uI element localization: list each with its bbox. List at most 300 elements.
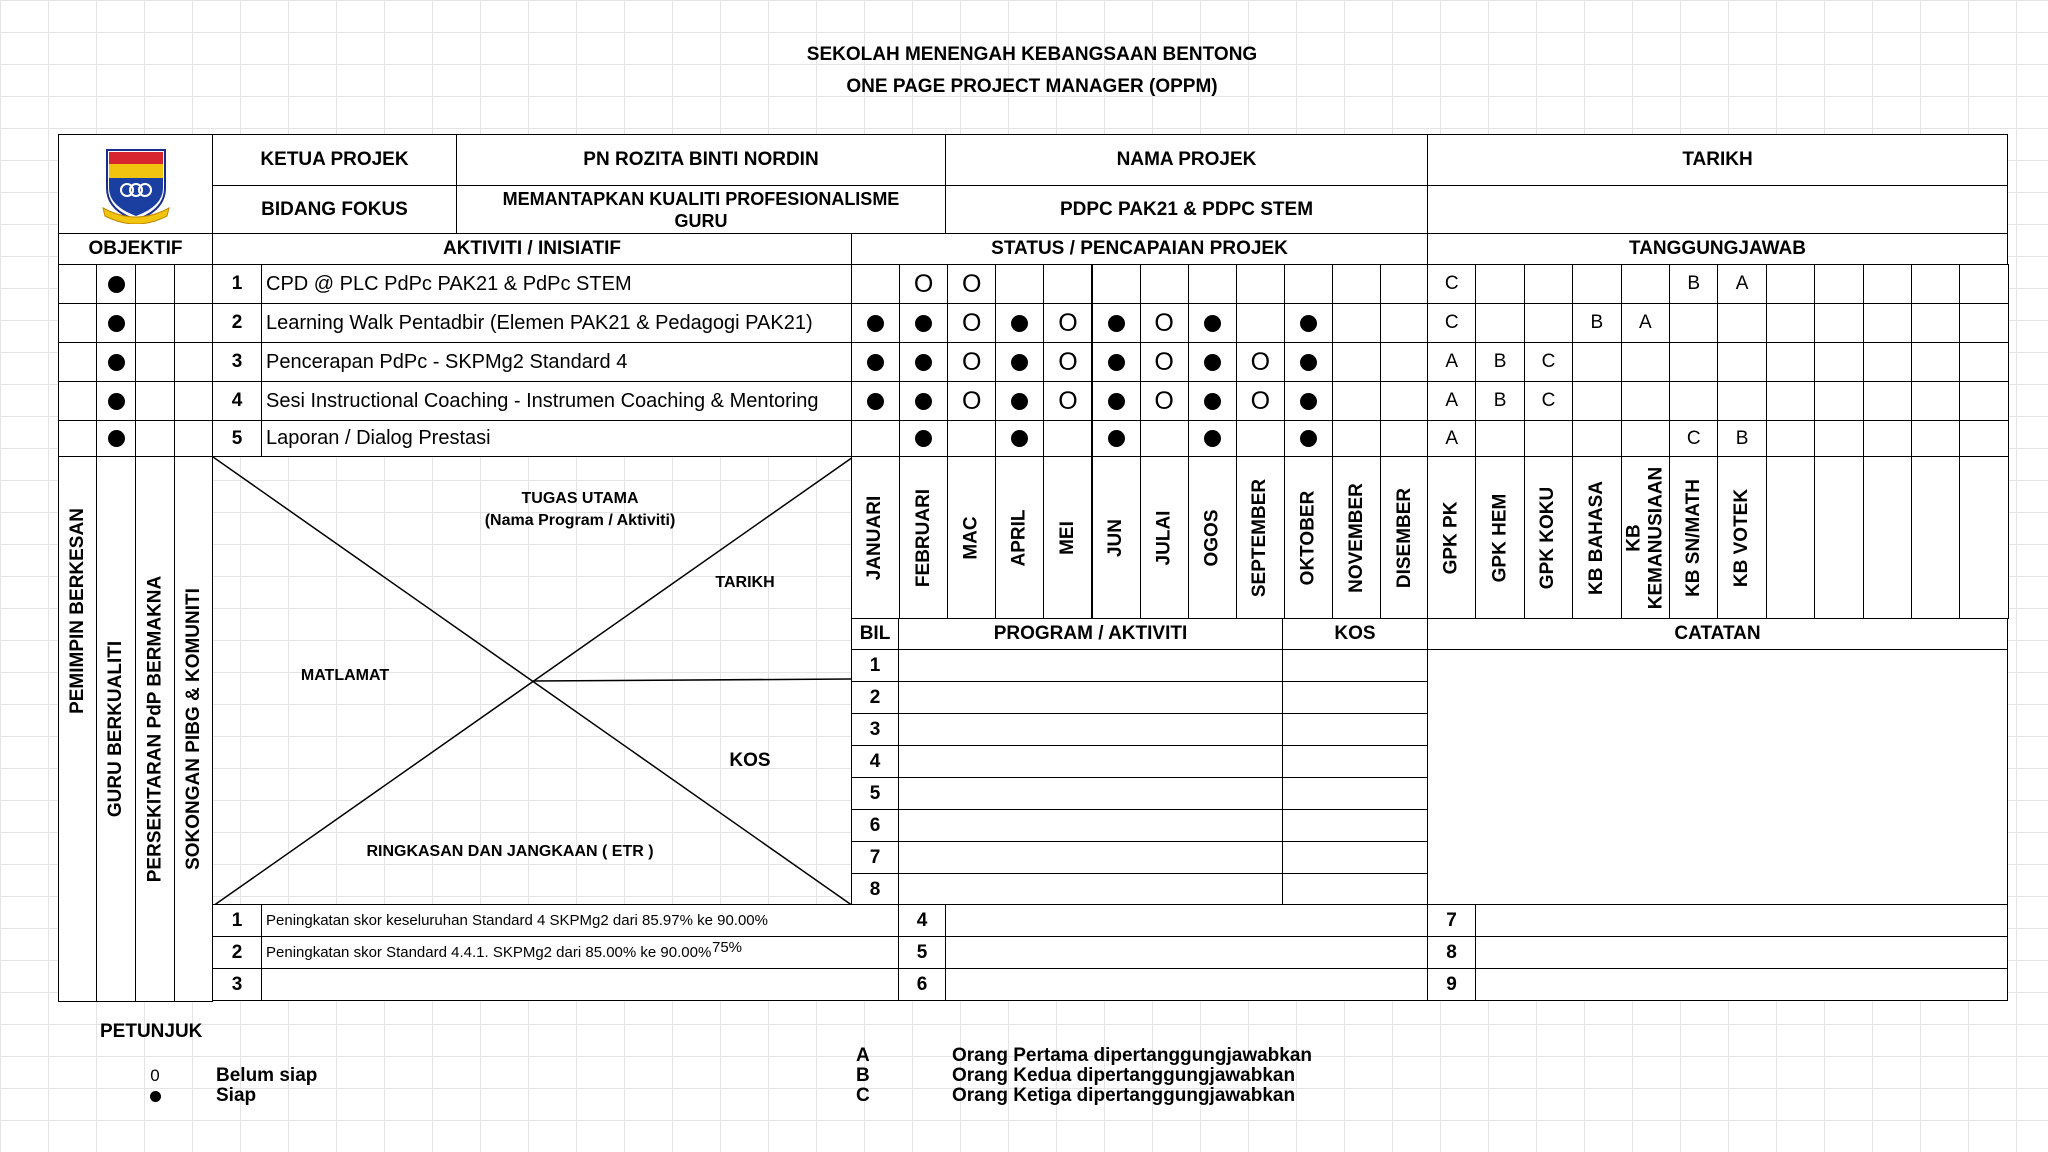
objective-cell-5-4[interactable] [174, 420, 213, 457]
status-cell-januari[interactable] [851, 342, 900, 382]
pending-ring-icon: O [1058, 308, 1078, 337]
pending-ring-icon: O [1250, 347, 1271, 376]
status-header: STATUS / PENCAPAIAN PROJEK [851, 233, 1428, 265]
responsible-cell-12[interactable] [1959, 303, 2008, 343]
status-cell-oktober[interactable] [1284, 342, 1333, 382]
program-bil: 5 [851, 777, 899, 810]
done-dot-icon [1204, 430, 1221, 447]
responsible-cell-4[interactable] [1572, 264, 1621, 304]
legend-role-code: B [856, 1066, 870, 1086]
responsible-cell-1[interactable]: A [1427, 420, 1476, 457]
status-cell-julai[interactable] [1140, 303, 1189, 343]
objective-label-text: GURU BERKUALITI [105, 640, 126, 818]
status-cell-september[interactable] [1236, 342, 1285, 382]
pending-ring-icon: O [962, 308, 982, 337]
status-cell-september[interactable] [1236, 420, 1285, 457]
responsible-label: KB SN/MATH [1682, 478, 1704, 597]
status-cell-november[interactable] [1332, 303, 1381, 343]
bidang-fokus-label: BIDANG FOKUS [212, 185, 457, 234]
responsible-header-7 [1717, 456, 1766, 619]
program-kos-cell[interactable] [1282, 841, 1428, 874]
program-bil: 8 [851, 873, 899, 906]
responsible-cell-9[interactable] [1814, 342, 1863, 382]
responsible-cell-6[interactable] [1669, 303, 1718, 343]
activity-number: 3 [212, 342, 262, 382]
month-label: NOVEMBER [1345, 482, 1367, 593]
status-cell-mac[interactable] [947, 420, 996, 457]
done-dot-icon [867, 393, 884, 410]
summary-right-number: 8 [1427, 936, 1476, 969]
summary-right-cell[interactable] [1475, 936, 2008, 969]
program-kos-cell[interactable] [1282, 777, 1428, 810]
responsible-cell-5[interactable]: A [1621, 303, 1670, 343]
month-label: MEI [1056, 520, 1078, 555]
activity-number: 1 [212, 264, 262, 304]
status-cell-ogos[interactable] [1188, 342, 1237, 382]
done-dot-icon [108, 430, 125, 447]
diagram-matlamat: MATLAMAT [300, 667, 390, 684]
month-julai [1140, 456, 1189, 619]
month-april [995, 456, 1044, 619]
document-title: ONE PAGE PROJECT MANAGER (OPPM) [846, 76, 1218, 97]
summary-mid-number: 5 [898, 936, 946, 969]
done-dot-icon [108, 393, 125, 410]
responsible-label: GPK HEM [1489, 493, 1511, 582]
done-dot-icon [915, 315, 932, 332]
pending-ring-icon: O [913, 269, 934, 298]
legend-role-label: Orang Ketiga dipertanggungjawabkan [952, 1086, 1296, 1106]
objective-cell-5-3[interactable] [135, 420, 175, 457]
responsible-cell-7[interactable] [1717, 303, 1766, 343]
status-cell-november[interactable] [1332, 342, 1381, 382]
legend-symbol: 0 [150, 1066, 160, 1085]
program-kos-cell[interactable] [1282, 681, 1428, 714]
summary-text[interactable] [261, 968, 899, 1001]
status-cell-jun[interactable] [1092, 264, 1141, 304]
status-cell-ogos[interactable] [1188, 420, 1237, 457]
done-dot-icon [108, 315, 125, 332]
objective-cell-3-3[interactable] [135, 342, 175, 382]
responsible-cell-9[interactable] [1814, 264, 1863, 304]
school-logo [58, 134, 213, 234]
status-cell-februari[interactable] [899, 381, 948, 421]
responsible-cell-8[interactable] [1766, 264, 1815, 304]
pending-ring-icon: O [1250, 386, 1271, 415]
objective-cell-3-2[interactable] [96, 342, 136, 382]
school-crest-icon [101, 144, 171, 224]
responsible-cell-12[interactable] [1959, 381, 2008, 421]
program-name-cell[interactable] [898, 809, 1283, 842]
legend-label: Belum siap [216, 1066, 318, 1086]
ketua-projek-value[interactable]: PN ROZITA BINTI NORDIN [456, 134, 946, 186]
responsible-header-2 [1475, 456, 1524, 619]
responsible-cell-8[interactable] [1766, 420, 1815, 457]
summary-right-number: 7 [1427, 904, 1476, 937]
responsible-cell-11[interactable] [1911, 420, 1960, 457]
summary-text[interactable]: Peningkatan skor Standard 4.4.1. SKPMg2 dari 85.00% ke 90.00% 75% [261, 936, 899, 969]
activity-name[interactable]: Pencerapan PdPc - SKPMg2 Standard 4 [261, 342, 852, 382]
objective-cell-2-4[interactable] [174, 303, 213, 343]
summary-mid-number: 4 [898, 904, 946, 937]
program-kos-cell[interactable] [1282, 873, 1428, 906]
responsible-cell-2[interactable] [1475, 420, 1524, 457]
done-dot-icon [1011, 393, 1028, 410]
responsible-header-3 [1524, 456, 1573, 619]
objective-cell-5-2[interactable] [96, 420, 136, 457]
tanggungjawab-header: TANGGUNGJAWAB [1427, 233, 2008, 265]
tarikh-label: TARIKH [1427, 134, 2008, 186]
responsible-cell-2[interactable] [1475, 264, 1524, 304]
program-name-cell[interactable] [898, 777, 1283, 810]
program-kos-cell[interactable] [1282, 649, 1428, 682]
catatan-area[interactable] [1427, 649, 2008, 905]
done-dot-icon [867, 354, 884, 371]
month-januari [851, 456, 900, 619]
summary-number: 3 [212, 968, 262, 1001]
responsible-cell-6[interactable] [1669, 381, 1718, 421]
month-label: JULAI [1153, 510, 1175, 565]
status-cell-jun[interactable] [1092, 381, 1141, 421]
responsible-cell-3[interactable] [1524, 420, 1573, 457]
responsible-cell-11[interactable] [1911, 381, 1960, 421]
legend-title: PETUNJUK [100, 1021, 203, 1042]
objective-cell-4-1[interactable] [58, 381, 97, 421]
objective-cell-4-2[interactable] [96, 381, 136, 421]
program-name-cell[interactable] [898, 745, 1283, 778]
nama-projek-label: NAMA PROJEK [945, 134, 1428, 186]
status-cell-mac[interactable] [947, 264, 996, 304]
status-cell-november[interactable] [1332, 420, 1381, 457]
activity-name[interactable]: Sesi Instructional Coaching - Instrumen Coaching & Mentoring [261, 381, 852, 421]
month-label: FEBRUARI [912, 488, 934, 587]
status-cell-disember[interactable] [1380, 264, 1429, 304]
responsible-cell-6[interactable]: C [1669, 420, 1718, 457]
responsible-cell-2[interactable] [1475, 303, 1524, 343]
responsible-cell-7[interactable]: A [1717, 264, 1766, 304]
responsible-cell-5[interactable] [1621, 420, 1670, 457]
responsible-cell-11[interactable] [1911, 342, 1960, 382]
month-label: JUN [1105, 518, 1127, 557]
status-cell-april[interactable] [995, 303, 1044, 343]
program-aktiviti-header: PROGRAM / AKTIVITI [898, 618, 1283, 650]
objective-cell-1-3[interactable] [135, 264, 175, 304]
status-cell-mac[interactable] [947, 303, 996, 343]
month-label: JANUARI [864, 495, 886, 580]
responsible-cell-4[interactable] [1572, 381, 1621, 421]
month-oktober [1284, 456, 1333, 619]
responsible-cell-10[interactable] [1863, 264, 1912, 304]
status-cell-februari[interactable] [899, 264, 948, 304]
nama-projek-value[interactable]: PDPC PAK21 & PDPC STEM [945, 185, 1428, 234]
status-cell-april[interactable] [995, 420, 1044, 457]
responsible-cell-10[interactable] [1863, 303, 1912, 343]
status-cell-september[interactable] [1236, 264, 1285, 304]
responsible-cell-12[interactable] [1959, 342, 2008, 382]
responsible-cell-7[interactable] [1717, 342, 1766, 382]
responsible-cell-2[interactable]: B [1475, 381, 1524, 421]
legend-role-code: C [856, 1086, 870, 1106]
responsible-cell-2[interactable]: B [1475, 342, 1524, 382]
status-cell-ogos[interactable] [1188, 303, 1237, 343]
responsible-cell-5[interactable] [1621, 264, 1670, 304]
done-dot-icon [1300, 430, 1317, 447]
objective-cell-1-2[interactable] [96, 264, 136, 304]
done-dot-icon [1108, 354, 1125, 371]
responsible-header-4 [1572, 456, 1621, 619]
program-name-cell[interactable] [898, 681, 1283, 714]
diagram-tugas-utama: TUGAS UTAMA [521, 490, 639, 507]
status-cell-april[interactable] [995, 264, 1044, 304]
status-cell-januari[interactable] [851, 303, 900, 343]
responsible-cell-9[interactable] [1814, 381, 1863, 421]
status-cell-mei[interactable] [1043, 303, 1092, 343]
program-bil: 6 [851, 809, 899, 842]
month-mac [947, 456, 996, 619]
status-cell-jun[interactable] [1092, 303, 1141, 343]
summary-mid-cell[interactable] [945, 936, 1428, 969]
responsible-cell-1[interactable]: A [1427, 342, 1476, 382]
month-label: DISEMBER [1393, 487, 1415, 588]
objective-label-text: SOKONGAN PIBG & KOMUNITI [182, 588, 204, 870]
program-bil: 7 [851, 841, 899, 874]
status-cell-september[interactable] [1236, 381, 1285, 421]
status-cell-jun[interactable] [1092, 420, 1141, 457]
activity-number: 4 [212, 381, 262, 421]
responsible-cell-12[interactable] [1959, 420, 2008, 457]
bidang-fokus-value[interactable]: MEMANTAPKAN KUALITI PROFESIONALISME GURU [456, 185, 946, 234]
responsible-cell-6[interactable]: B [1669, 264, 1718, 304]
program-kos-cell[interactable] [1282, 713, 1428, 746]
status-cell-oktober[interactable] [1284, 264, 1333, 304]
status-cell-november[interactable] [1332, 381, 1381, 421]
status-cell-februari[interactable] [899, 420, 948, 457]
program-bil: 4 [851, 745, 899, 778]
month-september [1236, 456, 1285, 619]
status-cell-mei[interactable] [1043, 342, 1092, 382]
tarikh-value[interactable] [1427, 185, 2008, 234]
program-kos-cell[interactable] [1282, 809, 1428, 842]
summary-text[interactable]: Peningkatan skor keseluruhan Standard 4 SKPMg2 dari 85.97% ke 90.00% [261, 904, 899, 937]
month-label: SEPTEMBER [1249, 478, 1271, 597]
status-cell-mac[interactable] [947, 381, 996, 421]
done-dot-icon [108, 276, 125, 293]
status-cell-julai[interactable] [1140, 381, 1189, 421]
summary-mid-cell[interactable] [945, 904, 1428, 937]
responsible-cell-11[interactable] [1911, 264, 1960, 304]
responsible-header-1 [1427, 456, 1476, 619]
legend-role-code: A [856, 1046, 870, 1066]
responsible-cell-10[interactable] [1863, 342, 1912, 382]
pending-ring-icon: O [962, 347, 982, 376]
objective-cell-2-2[interactable] [96, 303, 136, 343]
month-label: OGOS [1201, 508, 1223, 567]
responsible-label: GPK PK [1440, 501, 1462, 574]
program-bil: 1 [851, 649, 899, 682]
status-cell-disember[interactable] [1380, 381, 1429, 421]
status-cell-oktober[interactable] [1284, 303, 1333, 343]
responsible-header-11 [1911, 456, 1960, 619]
kos-header: KOS [1282, 618, 1428, 650]
responsible-cell-4[interactable] [1572, 420, 1621, 457]
status-cell-julai[interactable] [1140, 420, 1189, 457]
month-label: MAC [960, 515, 982, 560]
status-cell-disember[interactable] [1380, 303, 1429, 343]
objective-cell-5-1[interactable] [58, 420, 97, 457]
status-cell-september[interactable] [1236, 303, 1285, 343]
status-cell-november[interactable] [1332, 264, 1381, 304]
status-cell-januari[interactable] [851, 420, 900, 457]
status-cell-disember[interactable] [1380, 420, 1429, 457]
responsible-cell-12[interactable] [1959, 264, 2008, 304]
school-name: SEKOLAH MENENGAH KEBANGSAAN BENTONG [806, 44, 1258, 65]
responsible-cell-3[interactable] [1524, 303, 1573, 343]
done-dot-icon [108, 354, 125, 371]
status-cell-januari[interactable] [851, 264, 900, 304]
month-label: OKTOBER [1297, 490, 1319, 585]
status-cell-mei[interactable] [1043, 381, 1092, 421]
pending-ring-icon: O [1058, 386, 1078, 415]
diagram-kos: KOS [729, 750, 771, 771]
objective-cell-3-1[interactable] [58, 342, 97, 382]
status-cell-mac[interactable] [947, 342, 996, 382]
summary-right-cell[interactable] [1475, 904, 2008, 937]
status-cell-oktober[interactable] [1284, 420, 1333, 457]
responsible-cell-1[interactable]: C [1427, 303, 1476, 343]
month-label: APRIL [1008, 509, 1030, 566]
status-cell-ogos[interactable] [1188, 381, 1237, 421]
activity-name[interactable]: CPD @ PLC PdPc PAK21 & PdPc STEM [261, 264, 852, 304]
responsible-cell-4[interactable]: B [1572, 303, 1621, 343]
summary-right-cell[interactable] [1475, 968, 2008, 1001]
done-dot-icon [915, 354, 932, 371]
objective-cell-2-1[interactable] [58, 303, 97, 343]
done-dot-icon [1011, 354, 1028, 371]
responsible-cell-9[interactable] [1814, 303, 1863, 343]
program-name-cell[interactable] [898, 713, 1283, 746]
responsible-cell-3[interactable] [1524, 264, 1573, 304]
legend-role-label: Orang Pertama dipertanggungjawabkan [952, 1046, 1313, 1066]
objective-cell-4-3[interactable] [135, 381, 175, 421]
pending-ring-icon: O [1154, 386, 1174, 415]
status-cell-oktober[interactable] [1284, 381, 1333, 421]
pending-ring-icon: O [962, 386, 982, 415]
done-dot-icon [150, 1091, 161, 1102]
summary-right-number: 9 [1427, 968, 1476, 1001]
summary-overlay-text: 75% [712, 939, 743, 956]
responsible-header-8 [1766, 456, 1815, 619]
status-cell-ogos[interactable] [1188, 264, 1237, 304]
responsible-header-5 [1621, 456, 1670, 619]
responsible-cell-10[interactable] [1863, 381, 1912, 421]
done-dot-icon [1300, 354, 1317, 371]
done-dot-icon [1204, 393, 1221, 410]
status-cell-julai[interactable] [1140, 264, 1189, 304]
responsible-cell-1[interactable]: C [1427, 264, 1476, 304]
responsible-cell-10[interactable] [1863, 420, 1912, 457]
pending-ring-icon: O [962, 269, 982, 298]
done-dot-icon [1300, 315, 1317, 332]
program-name-cell[interactable] [898, 873, 1283, 906]
aktiviti-header: AKTIVITI / INISIATIF [212, 233, 852, 265]
responsible-cell-6[interactable] [1669, 342, 1718, 382]
responsible-cell-7[interactable] [1717, 381, 1766, 421]
month-jun [1092, 456, 1141, 619]
responsible-cell-8[interactable] [1766, 342, 1815, 382]
objektif-header: OBJEKTIF [58, 233, 213, 265]
status-cell-april[interactable] [995, 342, 1044, 382]
status-cell-januari[interactable] [851, 381, 900, 421]
program-bil: 2 [851, 681, 899, 714]
summary-number: 2 [212, 936, 262, 969]
status-cell-disember[interactable] [1380, 342, 1429, 382]
responsible-cell-5[interactable] [1621, 381, 1670, 421]
responsible-cell-9[interactable] [1814, 420, 1863, 457]
status-cell-februari[interactable] [899, 303, 948, 343]
legend-symbol [140, 1086, 170, 1106]
objective-cell-1-4[interactable] [174, 264, 213, 304]
status-cell-julai[interactable] [1140, 342, 1189, 382]
diagram-tugas-sub: (Nama Program / Aktiviti) [484, 512, 676, 529]
done-dot-icon [1011, 430, 1028, 447]
objective-cell-3-4[interactable] [174, 342, 213, 382]
activity-number: 2 [212, 303, 262, 343]
done-dot-icon [915, 430, 932, 447]
status-cell-februari[interactable] [899, 342, 948, 382]
diagram-ringkasan: RINGKASAN DAN JANGKAAN ( ETR ) [366, 843, 654, 860]
objective-label-text: PERSEKITARAN PdP BERMAKNA [144, 575, 165, 883]
program-name-cell[interactable] [898, 649, 1283, 682]
status-cell-mei[interactable] [1043, 264, 1092, 304]
done-dot-icon [1108, 315, 1125, 332]
status-cell-jun[interactable] [1092, 342, 1141, 382]
responsible-cell-1[interactable]: A [1427, 381, 1476, 421]
objective-cell-2-3[interactable] [135, 303, 175, 343]
objective-cell-4-4[interactable] [174, 381, 213, 421]
done-dot-icon [867, 315, 884, 332]
program-kos-cell[interactable] [1282, 745, 1428, 778]
responsible-cell-5[interactable] [1621, 342, 1670, 382]
responsible-cell-4[interactable] [1572, 342, 1621, 382]
responsible-cell-8[interactable] [1766, 381, 1815, 421]
ketua-projek-label: KETUA PROJEK [212, 134, 457, 186]
status-cell-mei[interactable] [1043, 420, 1092, 457]
responsible-cell-3[interactable]: C [1524, 381, 1573, 421]
done-dot-icon [1300, 393, 1317, 410]
objective-cell-1-1[interactable] [58, 264, 97, 304]
activity-name[interactable]: Learning Walk Pentadbir (Elemen PAK21 & Pedagogi PAK21) [261, 303, 852, 343]
responsible-cell-8[interactable] [1766, 303, 1815, 343]
activity-name[interactable]: Laporan / Dialog Prestasi [261, 420, 852, 457]
done-dot-icon [1108, 393, 1125, 410]
done-dot-icon [1204, 315, 1221, 332]
responsible-label: KB BAHASA [1585, 480, 1607, 595]
responsible-header-10 [1863, 456, 1912, 619]
responsible-label: GPK KOKU [1537, 486, 1559, 589]
pending-ring-icon: O [1154, 308, 1174, 337]
responsible-cell-7[interactable]: B [1717, 420, 1766, 457]
legend-label: Siap [216, 1086, 257, 1106]
program-name-cell[interactable] [898, 841, 1283, 874]
responsible-header-6 [1669, 456, 1718, 619]
responsible-label: KB VOTEK [1731, 488, 1753, 587]
summary-mid-cell[interactable] [945, 968, 1428, 1001]
pending-ring-icon: O [1154, 347, 1174, 376]
responsible-cell-11[interactable] [1911, 303, 1960, 343]
status-cell-april[interactable] [995, 381, 1044, 421]
responsible-cell-3[interactable]: C [1524, 342, 1573, 382]
done-dot-icon [915, 393, 932, 410]
done-dot-icon [1011, 315, 1028, 332]
